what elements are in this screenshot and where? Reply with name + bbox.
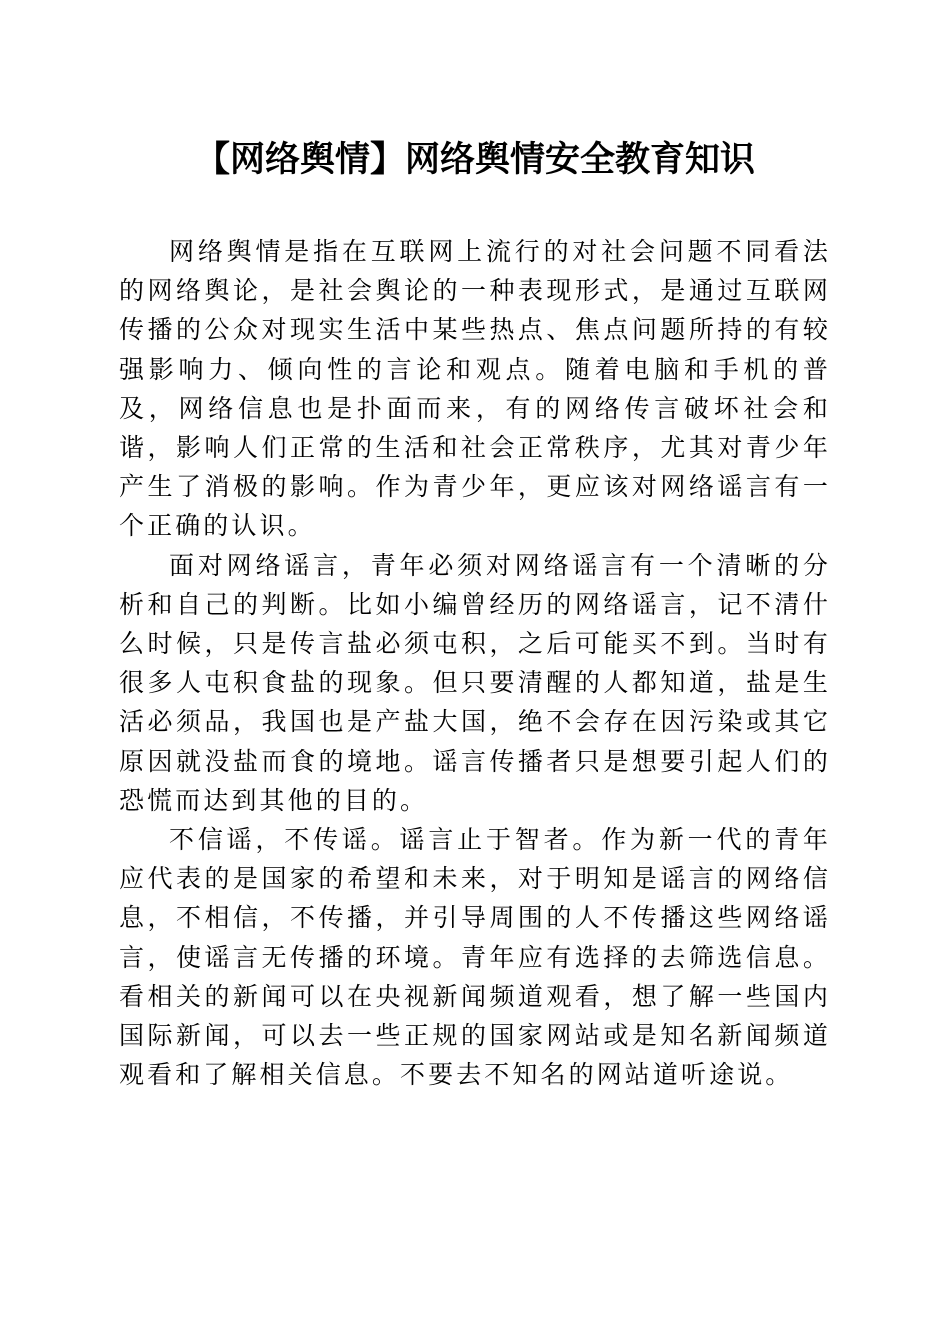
document-body [119, 232, 831, 1094]
paragraph-1: 网络舆情是指在互联网上流行的对社会问题不同看法的网络舆论，是社会舆论的一种表现形式，是通过互联网传播的公众对现实生活中某些热点、焦点问题所持的有较强影响力、倾向性的言论和观点。随着电脑和手机的普及，网络信息也是扑面而来，有的网络传言破坏社会和谐，影响人们正常的生活和社会正常秩序，尤其对青少年产生了消极的影响。作为青少年，更应该对网络谣言有一个正确的认识。 [119, 237, 831, 541]
paragraph-2: 面对网络谣言，青年必须对网络谣言有一个清晰的分析和自己的判断。比如小编曾经历的网络谣言，记不清什么时候，只是传言盐必须屯积，之后可能买不到。当时有很多人屯积食盐的现象。但只要清醒的人都知道，盐是生活必须品，我国也是产盐大国，绝不会存在因污染或其它原因就没盐而食的境地。谣言传播者只是想要引起人们的恐慌而达到其他的目的。 [119, 550, 831, 815]
document-title: 【网络舆情】网络舆情安全教育知识 [194, 140, 755, 180]
paragraph-3: 不信谣，不传谣。谣言止于智者。作为新一代的青年应代表的是国家的希望和未来，对于明知是谣言的网络信息，不相信，不传播，并引导周围的人不传播这些网络谣言，使谣言无传播的环境。青年应有选择的去筛选信息。看相关的新闻可以在央视新闻频道观看，想了解一些国内国际新闻，可以去一些正规的国家网站或是知名新闻频道观看和了解相关信息。不要去不知名的网站道听途说。 [119, 825, 831, 1090]
